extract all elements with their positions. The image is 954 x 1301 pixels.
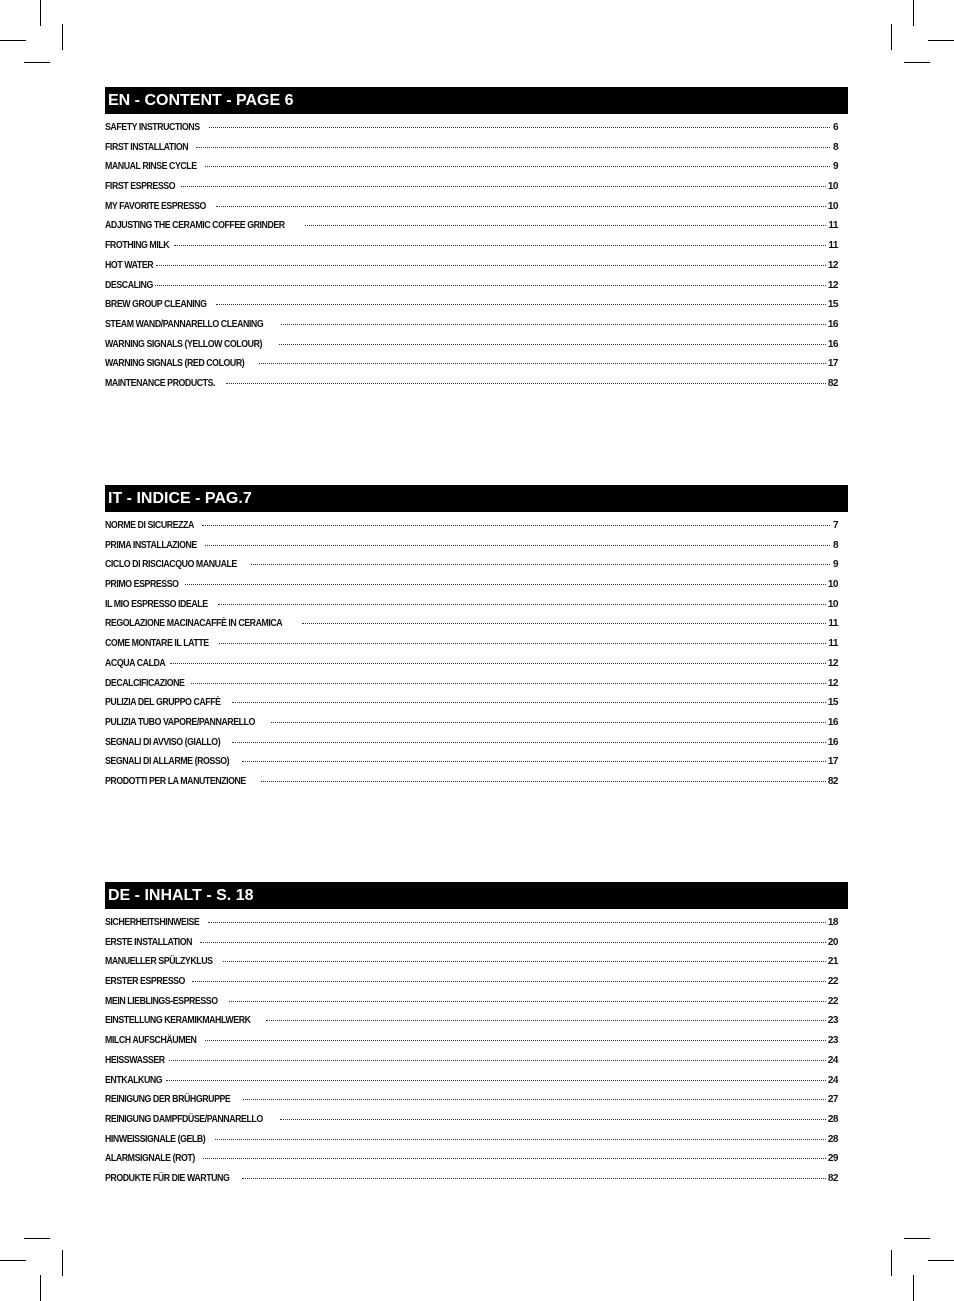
toc-entry-page: 10	[827, 181, 838, 193]
toc-entry	[105, 697, 838, 717]
toc-entry	[105, 1114, 838, 1134]
toc-entry	[105, 181, 838, 201]
toc-entry-title: HEISSWASSER	[105, 1054, 165, 1066]
toc-entry-title: PULIZIA TUBO VAPORE/PANNARELLO	[105, 716, 255, 728]
toc-entry-title: ERSTER ESPRESSO	[105, 976, 185, 988]
toc-entry-page: 23	[827, 1015, 838, 1027]
toc-entry-title: DECALCIFICAZIONE	[105, 677, 185, 689]
dot-leader	[302, 623, 826, 624]
toc-entry	[105, 638, 838, 658]
crop-mark	[40, 1275, 41, 1301]
toc-entry-page: 12	[827, 677, 838, 689]
toc-entry-title: ERSTE INSTALLATION	[105, 936, 193, 948]
toc-entry	[105, 220, 838, 240]
toc-entry-title: DESCALING	[105, 279, 153, 291]
toc-entry-page: 11	[828, 618, 838, 630]
dot-leader	[232, 702, 826, 703]
toc-entry	[105, 1075, 838, 1095]
toc-entry	[105, 717, 838, 737]
toc-entry-page: 11	[828, 240, 838, 252]
dot-leader	[156, 265, 826, 266]
toc-entry-title: STEAM WAND/PANNARELLO CLEANING	[105, 318, 264, 330]
toc-entry-page: 12	[827, 279, 838, 291]
toc-entry	[105, 520, 838, 540]
toc-entry-page: 28	[827, 1113, 838, 1125]
toc-entry	[105, 540, 838, 560]
toc-entry-title: WARNING SIGNALS (RED COLOUR)	[105, 358, 245, 370]
toc-entry-title: FIRST ESPRESSO	[105, 181, 176, 193]
toc-entry-title: MAINTENANCE PRODUCTS.	[105, 377, 216, 389]
dot-leader	[219, 643, 827, 644]
toc-entry	[105, 1055, 838, 1075]
toc-list	[105, 917, 848, 1193]
toc-entry-page: 28	[827, 1133, 838, 1145]
toc-entry-page: 17	[827, 358, 838, 370]
toc-entry	[105, 996, 838, 1016]
dot-leader	[185, 584, 826, 585]
dot-leader	[216, 206, 826, 207]
crop-mark	[891, 1250, 892, 1276]
toc-entry-page: 12	[827, 259, 838, 271]
toc-entry-title: MY FAVORITE ESPRESSO	[105, 200, 206, 212]
toc-entry-page: 24	[827, 1054, 838, 1066]
crop-mark	[913, 1275, 914, 1301]
crop-mark	[928, 40, 954, 41]
dot-leader	[251, 564, 830, 565]
toc-section-de	[105, 882, 848, 1193]
dot-leader	[166, 1080, 826, 1081]
dot-leader	[174, 245, 826, 246]
toc-entry-title: SICHERHEITSHINWEISE	[105, 917, 200, 928]
toc-entry-title: WARNING SIGNALS (YELLOW COLOUR)	[105, 338, 262, 350]
toc-entry-title: MANUELLER SPÜLZYKLUS	[105, 956, 213, 968]
toc-entry-title: PULIZIA DEL GRUPPO CAFFÈ	[105, 697, 221, 709]
dot-leader	[216, 304, 826, 305]
toc-entry-page: 16	[827, 338, 838, 350]
toc-entry	[105, 378, 838, 398]
toc-entry	[105, 776, 838, 796]
toc-entry-title: NORME DI SICUREZZA	[105, 520, 194, 531]
toc-entry-title: FIRST INSTALLATION	[105, 141, 189, 153]
toc-entry	[105, 358, 838, 378]
toc-entry	[105, 1094, 838, 1114]
dot-leader	[169, 1060, 826, 1061]
toc-entry-page: 10	[827, 579, 838, 591]
toc-entry-page: 11	[828, 638, 838, 650]
toc-entry-page: 10	[827, 598, 838, 610]
dot-leader	[205, 1040, 826, 1041]
toc-entry	[105, 658, 838, 678]
toc-entry	[105, 917, 838, 937]
toc-entry-page: 20	[827, 936, 838, 948]
toc-entry	[105, 756, 838, 776]
section-header: IT - INDICE - PAG.7	[105, 485, 848, 512]
dot-leader	[208, 922, 826, 923]
dot-leader	[261, 781, 826, 782]
toc-entry-title: SEGNALI DI AVVISO (GIALLO)	[105, 736, 221, 748]
toc-section-en	[105, 87, 848, 398]
dot-leader	[205, 545, 830, 546]
dot-leader	[192, 981, 826, 982]
toc-entry-page: 15	[827, 697, 838, 709]
toc-entry-title: EINSTELLUNG KERAMIKMAHLWERK	[105, 1015, 251, 1027]
dot-leader	[209, 127, 830, 128]
toc-entry-page: 82	[827, 377, 838, 389]
toc-entry-page: 7	[832, 520, 838, 531]
toc-entry	[105, 122, 838, 142]
toc-entry-page: 11	[828, 220, 838, 232]
dot-leader	[280, 1119, 826, 1120]
toc-entry-page: 23	[827, 1035, 838, 1047]
toc-entry	[105, 1035, 838, 1055]
toc-entry	[105, 339, 838, 359]
toc-entry-page: 10	[827, 200, 838, 212]
dot-leader	[305, 225, 826, 226]
toc-entry-title: HOT WATER	[105, 259, 154, 271]
dot-leader	[205, 166, 830, 167]
toc-entry	[105, 299, 838, 319]
toc-section-it	[105, 485, 848, 796]
toc-entry-title: CICLO DI RISCIACQUO MANUALE	[105, 559, 237, 571]
dot-leader	[155, 285, 825, 286]
dot-leader	[200, 942, 826, 943]
toc-entry-title: MILCH AUFSCHÄUMEN	[105, 1035, 197, 1047]
toc-entry-title: BREW GROUP CLEANING	[105, 299, 207, 311]
toc-entry	[105, 1015, 838, 1035]
dot-leader	[203, 1158, 826, 1159]
toc-list	[105, 122, 848, 398]
dot-leader	[243, 1099, 825, 1100]
toc-entry-title: PRODUKTE FÜR DIE WARTUNG	[105, 1172, 230, 1184]
toc-entry-page: 9	[832, 559, 838, 571]
toc-entry-page: 82	[827, 1172, 838, 1184]
toc-entry-title: PRIMA INSTALLAZIONE	[105, 539, 197, 551]
toc-entry-page: 27	[827, 1094, 838, 1106]
toc-entry-title: ACQUA CALDA	[105, 657, 166, 669]
toc-entry-page: 18	[827, 917, 838, 928]
dot-leader	[279, 344, 825, 345]
crop-mark	[913, 0, 914, 26]
toc-entry-title: COME MONTARE IL LATTE	[105, 638, 209, 650]
crop-mark	[0, 1260, 26, 1261]
toc-entry-title: MANUAL RINSE CYCLE	[105, 161, 197, 173]
toc-entry	[105, 201, 838, 221]
toc-entry-page: 82	[827, 775, 838, 787]
dot-leader	[181, 186, 826, 187]
dot-leader	[202, 525, 830, 526]
toc-list	[105, 520, 848, 796]
toc-entry	[105, 319, 838, 339]
toc-entry-page: 8	[832, 141, 838, 153]
toc-entry	[105, 1173, 838, 1193]
toc-entry	[105, 599, 838, 619]
dot-leader	[232, 742, 826, 743]
toc-entry-title: SAFETY INSTRUCTIONS	[105, 122, 200, 133]
crop-mark	[928, 1260, 954, 1261]
toc-entry	[105, 737, 838, 757]
toc-entry	[105, 260, 838, 280]
dot-leader	[223, 961, 826, 962]
toc-entry-page: 15	[827, 299, 838, 311]
crop-mark	[24, 62, 50, 63]
crop-mark	[891, 24, 892, 50]
toc-entry	[105, 976, 838, 996]
toc-entry	[105, 956, 838, 976]
dot-leader	[215, 1139, 826, 1140]
toc-entry	[105, 1153, 838, 1173]
toc-entry-page: 8	[832, 539, 838, 551]
toc-entry-page: 24	[827, 1074, 838, 1086]
crop-mark	[40, 0, 41, 26]
toc-entry	[105, 280, 838, 300]
toc-entry-title: REGOLAZIONE MACINACAFFÈ IN CERAMICA	[105, 618, 283, 630]
toc-entry	[105, 579, 838, 599]
toc-entry-title: IL MIO ESPRESSO IDEALE	[105, 598, 208, 610]
dot-leader	[218, 604, 826, 605]
dot-leader	[271, 722, 826, 723]
dot-leader	[281, 324, 826, 325]
dot-leader	[196, 147, 830, 148]
toc-entry-title: MEIN LIEBLINGS-ESPRESSO	[105, 995, 218, 1007]
toc-entry-title: ALARMSIGNALE (ROT)	[105, 1153, 195, 1165]
crop-mark	[62, 1250, 63, 1276]
toc-entry-title: ADJUSTING THE CERAMIC COFFEE GRINDER	[105, 220, 285, 232]
dot-leader	[229, 1001, 826, 1002]
dot-leader	[170, 663, 826, 664]
crop-mark	[0, 40, 26, 41]
toc-entry-page: 17	[827, 756, 838, 768]
toc-entry-page: 9	[832, 161, 838, 173]
toc-entry-title: REINIGUNG DAMPFDÜSE/PANNARELLO	[105, 1113, 263, 1125]
toc-entry	[105, 142, 838, 162]
toc-entry-page: 12	[827, 657, 838, 669]
toc-entry-title: ENTKALKUNG	[105, 1074, 163, 1086]
dot-leader	[191, 683, 826, 684]
dot-leader	[266, 1020, 825, 1021]
crop-mark	[904, 62, 930, 63]
toc-entry-page: 21	[827, 956, 838, 968]
toc-entry	[105, 559, 838, 579]
toc-entry	[105, 161, 838, 181]
toc-entry-page: 29	[827, 1153, 838, 1165]
toc-entry-title: FROTHING MILK	[105, 240, 170, 252]
toc-entry	[105, 1134, 838, 1154]
dot-leader	[259, 363, 826, 364]
toc-entry	[105, 240, 838, 260]
toc-entry-page: 16	[827, 716, 838, 728]
toc-entry	[105, 678, 838, 698]
toc-entry-page: 16	[827, 736, 838, 748]
toc-entry-page: 22	[827, 995, 838, 1007]
toc-entry-title: REINIGUNG DER BRÜHGRUPPE	[105, 1094, 231, 1106]
dot-leader	[226, 383, 826, 384]
toc-entry-title: HINWEISSIGNALE (GELB)	[105, 1133, 206, 1145]
toc-entry-title: SEGNALI DI ALLARME (ROSSO)	[105, 756, 230, 768]
crop-mark	[24, 1238, 50, 1239]
toc-entry-page: 16	[827, 318, 838, 330]
crop-mark	[904, 1238, 930, 1239]
toc-entry-title: PRODOTTI PER LA MANUTENZIONE	[105, 775, 246, 787]
crop-mark	[62, 24, 63, 50]
toc-entry-title: PRIMO ESPRESSO	[105, 579, 179, 591]
dot-leader	[242, 761, 826, 762]
toc-entry-page: 22	[827, 976, 838, 988]
dot-leader	[242, 1178, 826, 1179]
section-header: EN - CONTENT - PAGE 6	[105, 87, 848, 114]
toc-entry-page: 6	[832, 122, 838, 133]
toc-entry	[105, 618, 838, 638]
toc-entry	[105, 937, 838, 957]
section-header: DE - INHALT - S. 18	[105, 882, 848, 909]
